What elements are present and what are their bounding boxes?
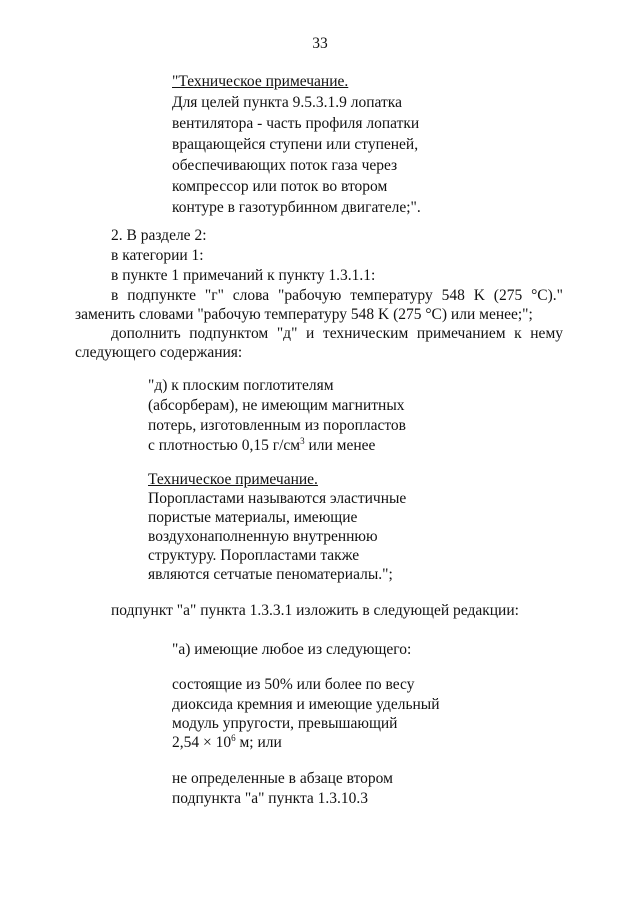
item-line: "а) имеющие любое из следующего:	[172, 641, 412, 658]
item-line: состоящие из 50% или более по весу	[172, 676, 415, 693]
item-text: с плотностью 0,15 г/см	[148, 437, 301, 454]
paragraph-line: в подпункте "г" слова "рабочую температуру 548 K (275 °C)."	[111, 287, 563, 304]
item-line: потерь, изготовленным из поропластов	[148, 417, 406, 434]
item-line: диоксида кремния и имеющие удельный	[172, 696, 440, 713]
item-line: (абсорберам), не имеющим магнитных	[148, 397, 405, 414]
note-line: являются сетчатые пеноматериалы.";	[148, 566, 393, 583]
item-line: модуль упругости, превышающий	[172, 715, 398, 732]
note-line: пористые материалы, имеющие	[148, 509, 358, 526]
paragraph-line: 2. В разделе 2:	[111, 227, 207, 244]
note-title: "Техническое примечание.	[172, 73, 349, 90]
item-text: м; или	[235, 734, 282, 751]
item-line: "д) к плоским поглотителям	[148, 377, 334, 394]
paragraph-line: дополнить подпунктом "д" и техническим примечанием к нему	[111, 325, 563, 342]
note-line: контуре в газотурбинном двигателе;".	[172, 199, 421, 216]
note-line: структуру. Поропластами также	[148, 547, 360, 564]
item-text: 2,54 × 10	[172, 734, 232, 751]
item-line	[172, 733, 282, 753]
item-line: подпункта "а" пункта 1.3.10.3	[172, 790, 369, 807]
item-line: не определенные в абзаце втором	[172, 770, 393, 787]
note-line: Поропластами называются эластичные	[148, 490, 407, 507]
note-title: Техническое примечание.	[148, 471, 318, 488]
paragraph-line: в категории 1:	[111, 247, 204, 264]
note-line: Для целей пункта 9.5.3.1.9 лопатка	[172, 94, 402, 111]
note-line: вентилятора - часть профиля лопатки	[172, 115, 420, 132]
item-text: или менее	[304, 437, 376, 454]
superscript: 6	[231, 733, 236, 743]
note-line: воздухонаполненную внутреннюю	[148, 528, 378, 545]
note-line: компрессор или поток во втором	[172, 178, 388, 195]
paragraph-line: заменить словами "рабочую температуру 548 K (275 °C) или менее;";	[75, 306, 533, 323]
superscript: 3	[300, 436, 305, 446]
note-line: вращающейся ступени или ступеней,	[172, 136, 419, 153]
paragraph-line: подпункт "а" пункта 1.3.3.1 изложить в следующей редакции:	[111, 602, 519, 619]
page-number: 33	[312, 35, 328, 52]
paragraph-line: следующего содержания:	[75, 344, 243, 361]
note-line: обеспечивающих поток газа через	[172, 157, 398, 174]
paragraph-line: в пункте 1 примечаний к пункту 1.3.1.1:	[111, 267, 376, 284]
item-line	[148, 436, 375, 456]
